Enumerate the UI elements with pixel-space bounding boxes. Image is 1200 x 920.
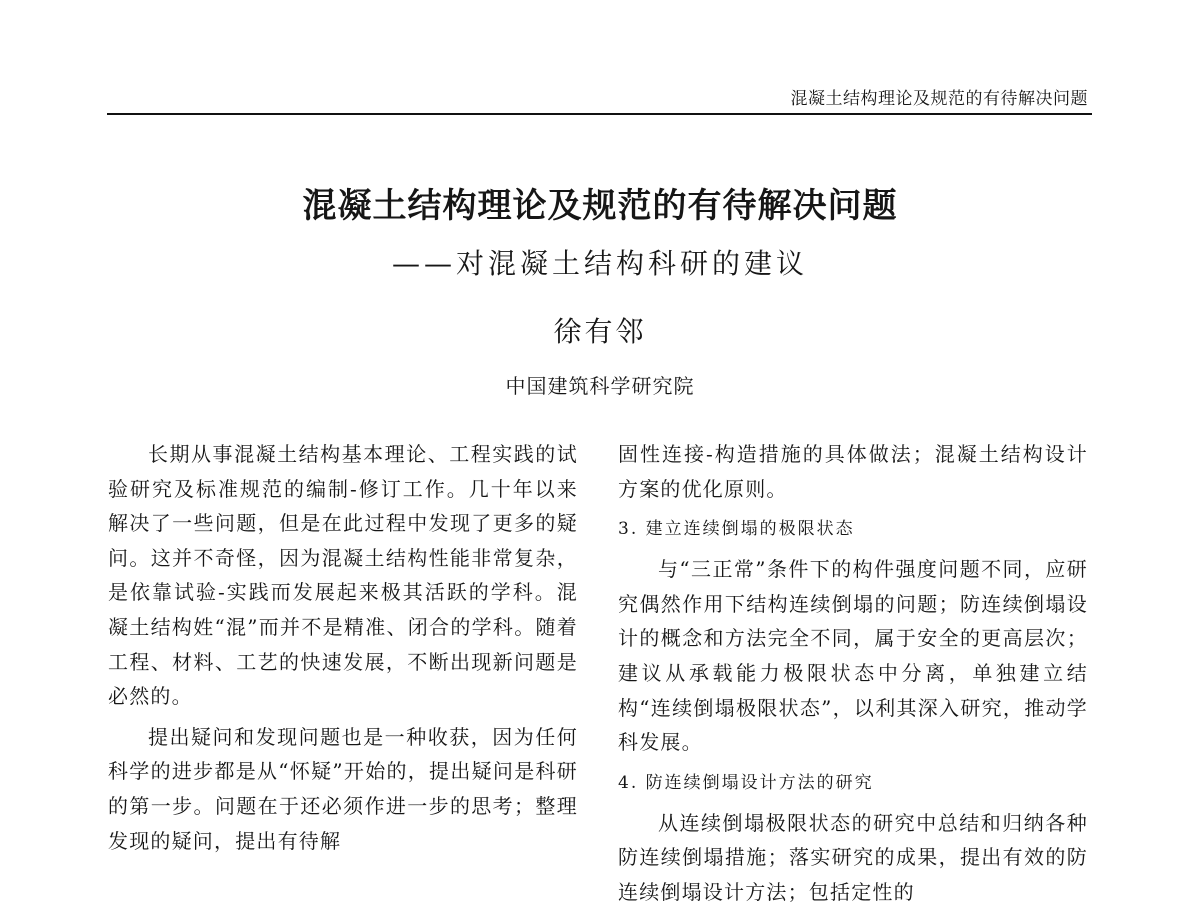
section-4-paragraph: 从连续倒塌极限状态的研究中总结和归纳各种防连续倒塌措施；落实研究的成果，提出有效的防连续倒塌设计方法；包括定性的 [618,810,1088,904]
body-paragraph: 提出疑问和发现问题也是一种收获，因为任何科学的进步都是从“怀疑”开始的，提出疑问是科研的第一步。问题在于还必须作进一步的思考；整理发现的疑问，提出有待解 [108,724,578,853]
paper-title: 混凝土结构理论及规范的有待解决问题 [302,186,898,226]
paper-subtitle: ——对混凝土结构科研的建议 [391,247,808,280]
section-3-paragraph: 与“三正常”条件下的构件强度问题不同，应研究偶然作用下结构连续倒塌的问题；防连续倒塌设计的概念和方法完全不同，属于安全的更高层次；建议从承载能力极限状态中分离，单独建立结构“连续倒塌极限状态”，以利其深入研究，推动学科发展。 [618,557,1088,755]
running-header: 混凝土结构理论及规范的有待解决问题 [790,89,1088,109]
author-affiliation: 中国建筑科学研究院 [505,374,695,398]
body-paragraph: 长期从事混凝土结构基本理论、工程实践的试验研究及标准规范的编制-修订工作。几十年以来解决了一些问题，但是在此过程中发现了更多的疑问。这并不奇怪，因为混凝土结构性能非常复杂，是依靠试验-实践而发展起来极其活跃的学科。混凝土结构姓“混”而并不是精准、闭合的学科。随着工程、材料、工艺的快速发展，不断出现新问题是必然的。 [108,442,578,709]
continued-paragraph: 固性连接-构造措施的具体做法；混凝土结构设计方案的优化原则。 [618,442,1088,501]
author-name: 徐有邻 [553,315,647,348]
left-column [108,437,578,864]
right-column [618,437,1088,916]
section-3-heading: 3. 建立连续倒塌的极限状态 [618,519,855,540]
section-4-heading: 4. 防连续倒塌设计方法的研究 [618,772,874,793]
header-rule [107,113,1092,115]
